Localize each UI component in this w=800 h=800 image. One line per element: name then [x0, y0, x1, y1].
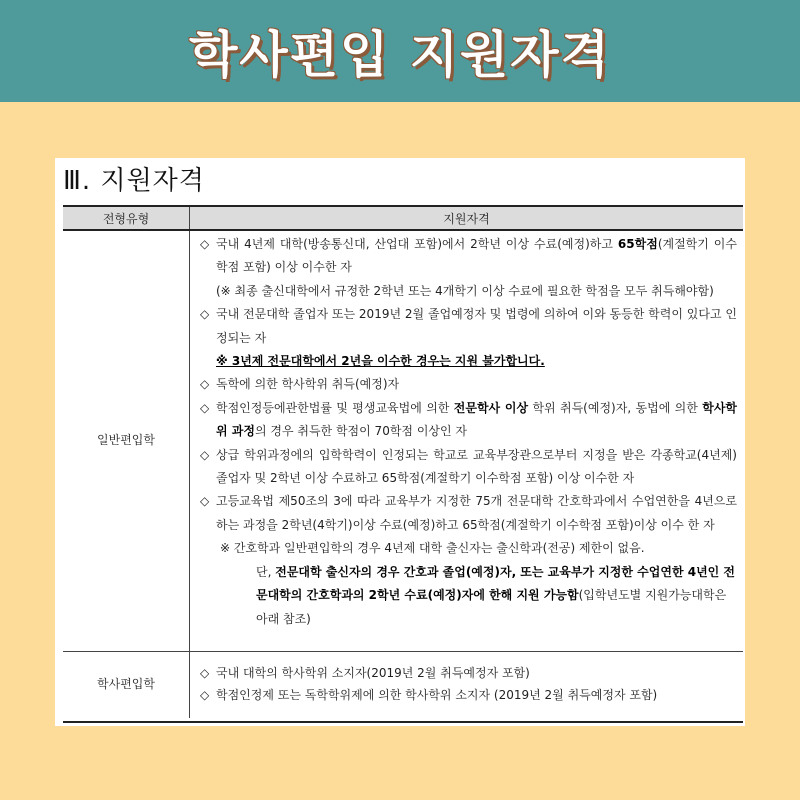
item-bold: 65학점	[617, 237, 658, 251]
item-text: 국내 대학의 학사학위 소지자(2019년 2월 취득예정자 포함)	[216, 666, 530, 680]
item-text: 국내 4년제 대학(방송통신대, 산업대 포함)에서 2학년 이상 수료(예정)하고	[216, 237, 618, 251]
row-type-bachelor: 학사편입학	[63, 652, 190, 718]
header-eligibility: 지원자격	[443, 211, 490, 226]
diamond-bullet-icon: ◇	[200, 666, 210, 680]
item-bold: 전문학사 이상	[453, 400, 529, 415]
list-item	[200, 662, 737, 684]
item-text: 독학에 의한 학사학위 취득(예정)자	[216, 377, 400, 392]
item-text: (계절학기 이수학점 포함) 이상 이수한 자	[216, 237, 737, 275]
diamond-bullet-icon: ◇	[200, 307, 210, 322]
item-text: 학점인정등에관한법률 및 평생교육법에 의한	[216, 400, 454, 415]
row-type-general: 일반편입학	[63, 231, 190, 651]
table-row	[63, 231, 743, 652]
diamond-bullet-icon: ◇	[200, 377, 210, 392]
warning-text: ※ 3년제 전문대학에서 2년을 이수한 경우는 지원 불가합니다.	[216, 354, 545, 369]
table-bottom-rule	[63, 721, 743, 723]
diamond-bullet-icon: ◇	[200, 688, 210, 702]
list-item	[200, 397, 737, 444]
eligibility-table	[63, 205, 743, 718]
section-title: Ⅲ. 지원자격	[63, 166, 205, 196]
header-type: 전형유형	[63, 207, 190, 229]
sub-note-prefix: 단,	[256, 564, 276, 579]
item-text: 의 경우 취득한 학점이 70학점 이상인 자	[254, 424, 468, 439]
item-text: 상급 학위과정에의 입학학력이 인정되는 학교로 교육부장관으로부터 지정을 받은 각종학교(4년제) 졸업자 및 2학년 이상 수료하고 65학점(계절학기 이수학점 포함) 이상 이수한 자	[216, 447, 737, 486]
list-item	[200, 373, 737, 396]
list-item	[200, 444, 737, 491]
diamond-bullet-icon: ◇	[200, 494, 210, 509]
diamond-bullet-icon: ◇	[200, 400, 210, 415]
item-text: 고등교육법 제50조의 3에 따라 교육부가 지정한 75개 전문대학 간호학과에서 수업연한을 4년으로 하는 과정을 2학년(4학기)이상 수료(예정)하고 65학점(계절학기 이수학점 포함)이상 이수 한 자	[216, 494, 737, 532]
list-note	[200, 280, 737, 303]
list-item	[200, 233, 737, 280]
note-text: (※ 최종 출신대학에서 규정한 2학년 또는 4개학기 이상 수료에 필요한 학점을 모두 취득해야함)	[216, 283, 714, 298]
sub-note-text: ※ 간호학과 일반편입학의 경우 4년제 대학 출신자는 출신학과(전공) 제한이 없음.	[220, 541, 645, 556]
item-text: 학점인정제 또는 독학학위제에 의한 학사학위 소지자 (2019년 2월 취득예정자 포함)	[216, 688, 658, 702]
document-page	[55, 158, 745, 726]
item-bold: 학사학위 과정	[216, 400, 738, 439]
warning-note	[200, 350, 737, 373]
list-item	[200, 303, 737, 350]
item-text: 학위 취득(예정)자, 동법에 의한	[528, 400, 703, 415]
row-eligibility-general	[190, 231, 743, 651]
sub-note-suffix: (입학년도별 지원가능대학은 아래 참조)	[256, 588, 727, 626]
title-banner	[0, 0, 800, 102]
list-item	[200, 490, 737, 537]
row-eligibility-bachelor	[190, 652, 743, 718]
banner-title: 학사편입 지원자격	[189, 26, 611, 84]
diamond-bullet-icon: ◇	[200, 237, 210, 251]
table-header	[63, 207, 743, 231]
sub-note	[200, 537, 737, 631]
item-text: 국내 전문대학 졸업자 또는 2019년 2월 졸업예정자 및 법령에 의하여 이와 동등한 학력이 있다고 인정되는 자	[216, 307, 737, 345]
table-row	[63, 652, 743, 718]
diamond-bullet-icon: ◇	[200, 447, 210, 462]
list-item	[200, 684, 737, 706]
sub-note-bold: 전문대학 출신자의 경우 간호과 졸업(예정)자, 또는 교육부가 지정한 수업연한 4년인 전문대학의 간호학과의 2학년 수료(예정)자에 한해 지원 가능함	[256, 564, 736, 603]
